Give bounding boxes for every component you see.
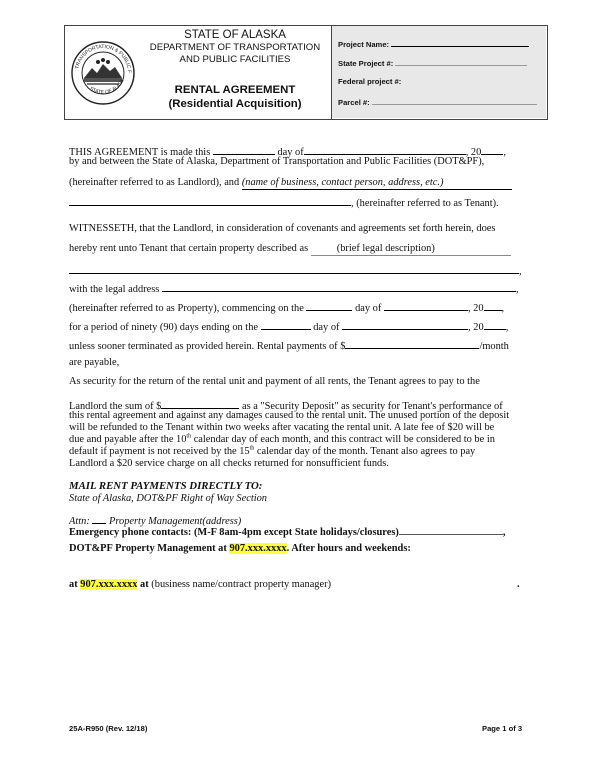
parties-line: by and between the State of Alaska, Department of Transportation and Public Facilities (DOT&PF), bbox=[69, 156, 485, 167]
deposit-para-2: this rental agreement and against any damages caused to the rental unit. The unused portion of the deposit bbox=[69, 410, 510, 421]
tenant-name-blank[interactable] bbox=[69, 194, 351, 206]
parcel-label: Parcel #: bbox=[338, 98, 370, 107]
commencing-year-blank[interactable] bbox=[484, 299, 502, 311]
landlord-line: (hereinafter referred to as Landlord), and (name of business, contact person, address, etc.) bbox=[69, 176, 512, 190]
agreement-day-blank[interactable] bbox=[213, 143, 275, 155]
deposit-para-4: due and payable after the 10th calendar day of each month, and this contract will be considered to be in bbox=[69, 433, 495, 445]
agreement-date-line: THIS AGREEMENT is made this day of , 20 , bbox=[69, 143, 506, 159]
legal-description-field[interactable]: (brief legal description) bbox=[311, 242, 511, 256]
ending-year-blank[interactable] bbox=[484, 318, 506, 330]
property-description-line: hereby rent unto Tenant that certain property described as (brief legal description) bbox=[69, 242, 511, 256]
svg-text:TRANSPORTATION & PUBLIC FAC: TRANSPORTATION & PUBLIC F bbox=[74, 43, 133, 73]
deposit-line: Landlord the sum of $ as a "Security Deposit" as security for Tenant's performance of bbox=[69, 397, 503, 413]
legal-address-blank[interactable] bbox=[162, 280, 516, 292]
payable-line: are payable, bbox=[69, 357, 120, 368]
agreement-month-blank[interactable] bbox=[304, 143, 466, 155]
rental-payment-line: unless sooner terminated as provided herein. Rental payments of $ /month bbox=[69, 337, 509, 353]
commencing-month-blank[interactable] bbox=[384, 299, 468, 311]
ending-day-blank[interactable] bbox=[261, 318, 311, 330]
agreement-year-blank[interactable] bbox=[481, 143, 503, 155]
deposit-amount-blank[interactable] bbox=[161, 397, 239, 409]
deposit-para-6: Landlord a $20 service charge on all checks returned for nonsufficient funds. bbox=[69, 458, 389, 469]
state-project-label: State Project #: bbox=[338, 59, 394, 68]
svg-text:STATE OF ALASKA: STATE OF ALASK bbox=[88, 77, 126, 96]
parcel-input[interactable] bbox=[372, 96, 537, 105]
state-heading: STATE OF ALASKA bbox=[184, 29, 286, 41]
ending-month-blank[interactable] bbox=[342, 318, 468, 330]
document-subtitle: (Residential Acquisition) bbox=[168, 98, 302, 110]
federal-project-label: Federal project #: bbox=[338, 77, 402, 86]
witnesseth-line: WITNESSETH, that the Landlord, in consideration of covenants and agreements set forth herein, does bbox=[69, 223, 496, 234]
department-line-1: DEPARTMENT OF TRANSPORTATION bbox=[149, 42, 321, 53]
department-line-2: AND PUBLIC FACILITIES bbox=[179, 54, 291, 65]
commencing-day-blank[interactable] bbox=[306, 299, 352, 311]
pm-phone: 907.xxx.xxxx bbox=[229, 543, 287, 554]
tenant-line: , (hereinafter referred to as Tenant). bbox=[69, 194, 499, 210]
security-intro-line: As security for the return of the rental unit and payment of all rents, the Tenant agrees to pay to the bbox=[69, 376, 480, 387]
legal-description-blank-2[interactable] bbox=[69, 262, 519, 274]
mail-heading: MAIL RENT PAYMENTS DIRECTLY TO: bbox=[69, 480, 263, 492]
mail-address-line-1: State of Alaska, DOT&PF Right of Way Section bbox=[69, 493, 267, 504]
after-hours-period: . bbox=[517, 579, 520, 590]
parcel-field[interactable] bbox=[338, 96, 537, 107]
emergency-contacts-line: Emergency phone contacts: (M-F 8am-4pm except State holidays/closures) , bbox=[69, 523, 505, 539]
document-title: RENTAL AGREEMENT bbox=[174, 84, 296, 96]
state-project-input[interactable] bbox=[395, 57, 527, 66]
rental-amount-blank[interactable] bbox=[345, 337, 479, 349]
header-divider bbox=[331, 25, 332, 120]
after-hours-line: at 907.xxx.xxxx at (business name/contract property manager) bbox=[69, 579, 332, 590]
state-project-field[interactable] bbox=[338, 57, 527, 68]
deposit-para-5: default if payment is not received by the 15th calendar day of the month. Tenant also agrees to pay bbox=[69, 445, 476, 457]
form-number: 25A-R950 (Rev. 12/18) bbox=[69, 724, 148, 733]
property-management-line: DOT&PF Property Management at 907.xxx.xxxx. After hours and weekends: bbox=[69, 543, 411, 554]
state-seal-icon bbox=[70, 40, 136, 106]
mail-attn-line: Attn: Property Management(address) bbox=[69, 512, 241, 528]
property-description-cont: , bbox=[69, 262, 522, 278]
after-hours-phone: 907.xxx.xxxx bbox=[80, 579, 138, 590]
emergency-contact-blank[interactable] bbox=[399, 523, 503, 535]
deposit-para-3: will be refunded to the Tenant within two weeks after vacating the rental unit. A late fee of $20 will be bbox=[69, 422, 495, 433]
federal-project-field[interactable] bbox=[338, 77, 401, 86]
project-name-label: Project Name: bbox=[338, 40, 390, 49]
project-name-input[interactable] bbox=[391, 38, 529, 47]
project-name-field[interactable] bbox=[338, 38, 529, 49]
tenant-details-field[interactable]: (name of business, contact person, address, etc.) bbox=[242, 176, 512, 190]
legal-address-line: with the legal address , bbox=[69, 280, 519, 296]
commencing-line: (hereinafter referred to as Property), commencing on the day of , 20 , bbox=[69, 299, 504, 315]
ending-line: for a period of ninety (90) days ending on the day of , 20 , bbox=[69, 318, 508, 334]
page-number: Page 1 of 3 bbox=[482, 724, 523, 733]
